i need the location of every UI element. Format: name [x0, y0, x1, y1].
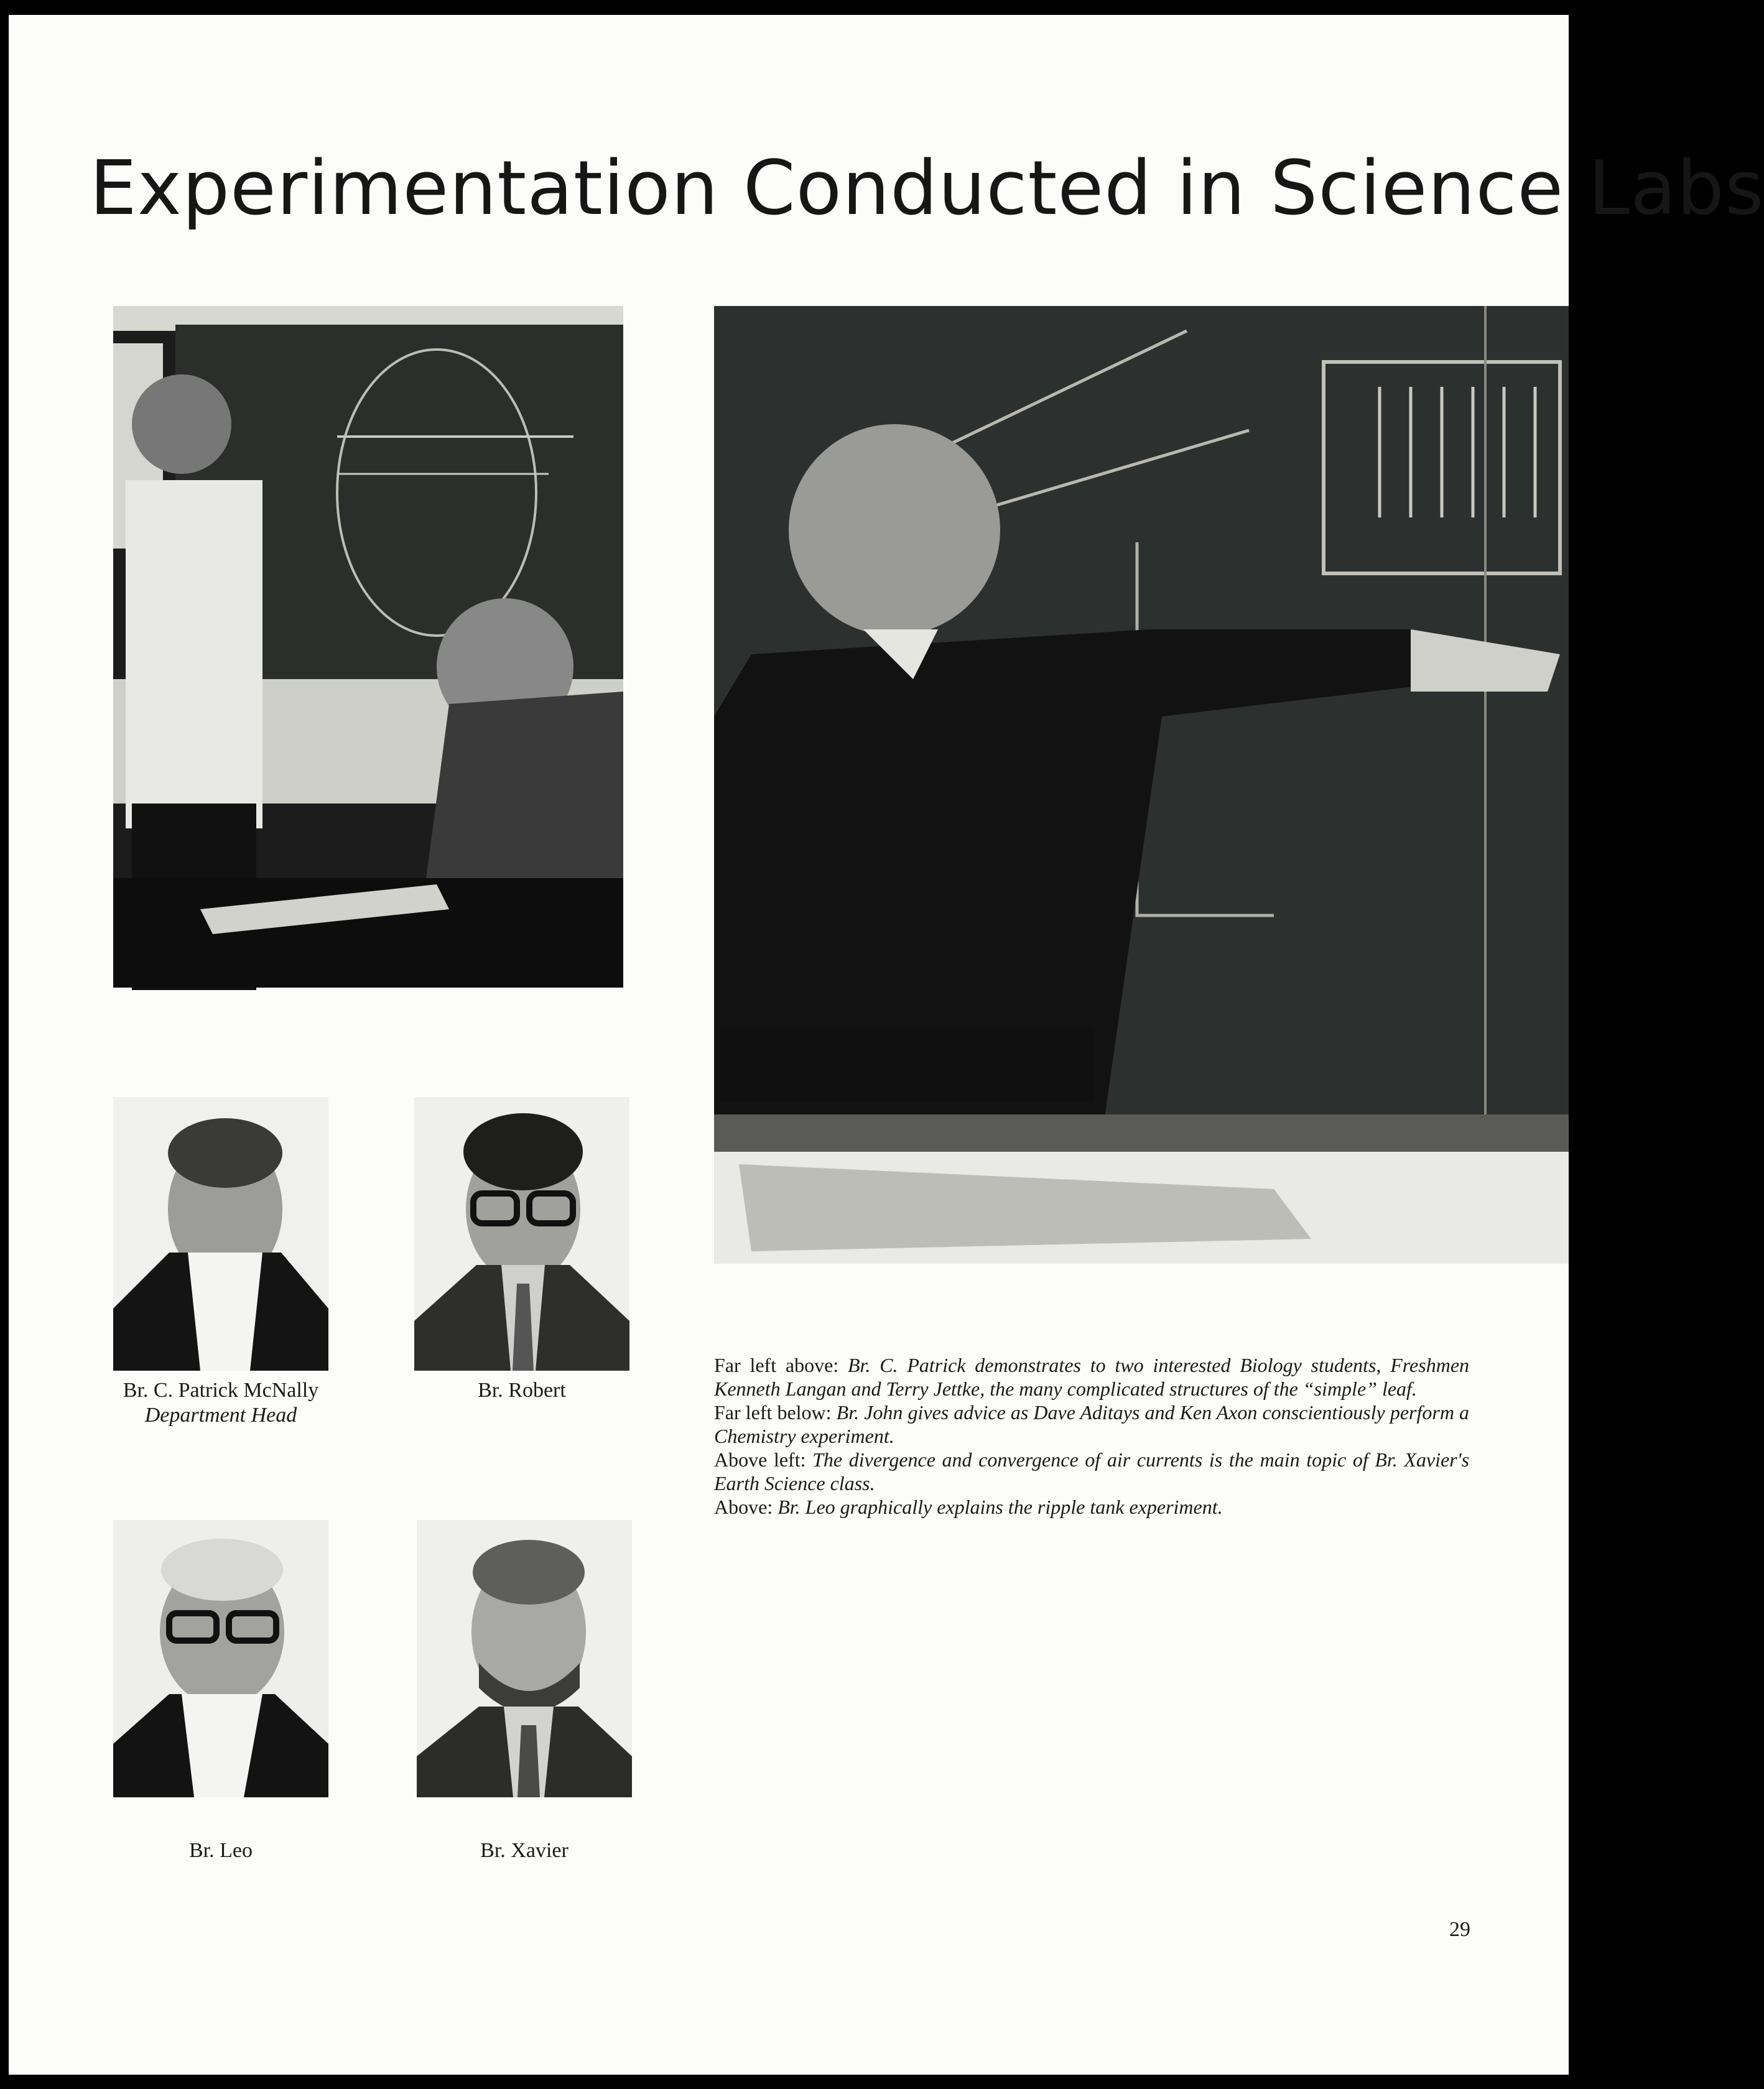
portrait-caption-xavier — [386, 1838, 663, 1863]
portrait-name: Br. Robert — [478, 1379, 566, 1402]
caption-far-left-below: Far left below: Br. John gives advice as Dave Aditays and Ken Axon conscientiously perform a Chemistry experiment. — [714, 1401, 1470, 1447]
portrait-name: Br. C. Patrick McNally — [123, 1379, 319, 1402]
page-number: 29 — [1449, 1918, 1470, 1941]
portrait-xavier — [417, 1520, 632, 1797]
photo-chalkboard-student — [113, 306, 623, 988]
yearbook-page — [9, 15, 1764, 2075]
caption-above-left: Above left: The divergence and convergence of air currents is the main topic of Br. Xavier's Earth Science class. — [714, 1448, 1470, 1494]
caption-far-left-above: Far left above: Br. C. Patrick demonstrates to two interested Biology students, Freshmen Kenneth Langan and Terry Jettke, the many complicated structures of the “simple” leaf. — [714, 1354, 1470, 1400]
portrait-caption-leo — [82, 1838, 360, 1863]
portrait-role: Department Head — [144, 1404, 297, 1427]
portrait-name: Br. Leo — [189, 1839, 253, 1862]
portrait-name: Br. Xavier — [480, 1839, 569, 1862]
portrait-leo — [113, 1520, 328, 1797]
page-title: Experimentation Conducted in Science Labs — [90, 146, 1764, 232]
portrait-mcnally — [113, 1097, 328, 1371]
photo-captions — [714, 1353, 1469, 1519]
portrait-robert — [414, 1097, 629, 1371]
caption-above: Above: Br. Leo graphically explains the ripple tank experiment. — [714, 1496, 1223, 1518]
portrait-caption-mcnally — [82, 1378, 360, 1428]
photo-chalkboard-pointing — [714, 306, 1569, 1264]
portrait-caption-robert — [383, 1378, 661, 1403]
